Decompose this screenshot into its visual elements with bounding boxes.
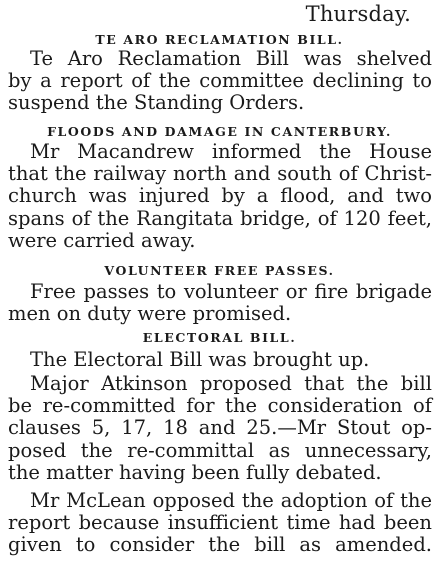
text-line: Major Atkinson proposed that the bill bbox=[30, 372, 432, 395]
text-line: Mr Macandrew informed the House bbox=[30, 140, 432, 163]
paragraph bbox=[8, 490, 432, 557]
text-line: were carried away. bbox=[8, 228, 196, 252]
text-line: by a report of the committee declining to bbox=[8, 69, 432, 93]
text-line: that the railway north and south of Christ- bbox=[8, 162, 432, 186]
section-heading: VOLUNTEER FREE PASSES. bbox=[104, 263, 335, 278]
text-line: be re-committed for the consideration of bbox=[8, 394, 432, 418]
section-heading: TE ARO RECLAMATION BILL. bbox=[95, 32, 344, 47]
text-line: The Electoral Bill was brought up. bbox=[30, 348, 370, 371]
text-line: given to consider the bill as amended. bbox=[8, 533, 432, 557]
text-line: Free passes to volunteer or fire brigade bbox=[30, 280, 432, 303]
paragraph bbox=[8, 373, 432, 484]
text-line: posed the re-committal as unnecessary, bbox=[8, 438, 432, 462]
section-heading: ELECTORAL BILL. bbox=[142, 330, 297, 345]
dateline: Thursday. bbox=[305, 2, 411, 26]
section-heading: FLOODS AND DAMAGE IN CANTERBURY. bbox=[47, 124, 392, 139]
text-line: report because insufficient time had been bbox=[8, 511, 432, 535]
text-line: men on duty were promised. bbox=[8, 302, 292, 326]
text-line: church was injured by a flood, and two bbox=[8, 184, 432, 208]
text-line: clauses 5, 17, 18 and 25.—Mr Stout op- bbox=[8, 416, 432, 440]
text-line: spans of the Rangitata bridge, of 120 feet, bbox=[8, 206, 432, 230]
paragraph bbox=[8, 281, 432, 325]
text-line: Te Aro Reclamation Bill was shelved bbox=[30, 47, 432, 70]
paragraph bbox=[8, 349, 432, 371]
text-line: the matter having been fully debated. bbox=[8, 460, 382, 484]
paragraph bbox=[8, 48, 432, 115]
text-line: suspend the Standing Orders. bbox=[8, 91, 305, 115]
text-line: Mr McLean opposed the adoption of the bbox=[30, 489, 432, 512]
paragraph bbox=[8, 141, 432, 252]
